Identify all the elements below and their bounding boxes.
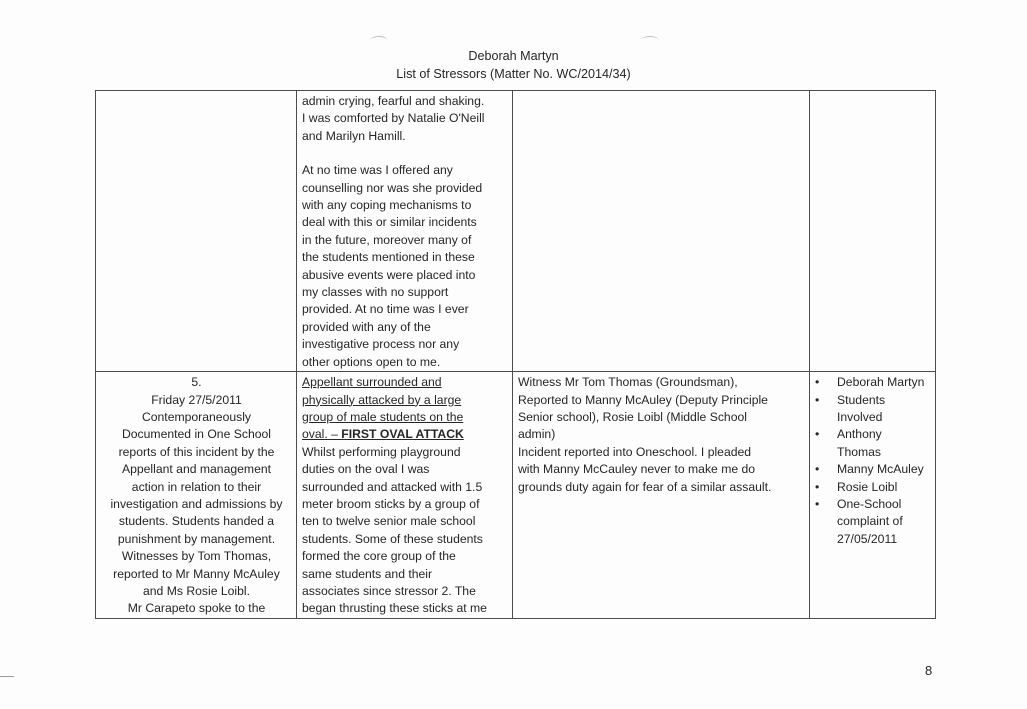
list-item <box>815 426 931 461</box>
incident-heading-line: group of male students on the <box>302 409 464 424</box>
bullet-icon: • <box>815 375 820 390</box>
date-line: Appellant and management <box>121 462 272 477</box>
description-line: abusive events were placed into <box>302 267 476 282</box>
date-line: reported to Mr Manny McAuley <box>113 566 280 581</box>
list-item-text: Involved <box>837 409 883 424</box>
description-line: began thrusting these sticks at me <box>302 601 487 616</box>
cell-description <box>297 372 513 619</box>
parties-list <box>815 374 931 548</box>
date-line: 5. <box>191 375 202 390</box>
cell-date <box>96 91 297 372</box>
incident-heading-bold: FIRST OVAL ATTACK <box>341 427 464 442</box>
date-line: Witnesses by Tom Thomas, <box>121 549 272 564</box>
header-subtitle: List of Stressors (Matter No. WC/2014/34) <box>396 67 631 81</box>
description-line: same students and their <box>302 566 433 581</box>
list-item-text: Students <box>837 392 886 407</box>
list-item <box>815 479 931 496</box>
witness-line: Senior school), Rosie Loibl (Middle School <box>518 409 747 424</box>
description-line: admin crying, fearful and shaking. <box>302 94 485 108</box>
scan-mark <box>370 36 388 45</box>
description-line: other options open to me. <box>302 354 441 369</box>
list-item <box>815 392 931 427</box>
stressors-table <box>95 90 936 619</box>
table-row <box>96 91 936 372</box>
bullet-icon: • <box>815 496 820 511</box>
list-item-text: Rosie Loibl <box>837 479 898 494</box>
description-line: my classes with no support <box>302 285 449 300</box>
table-row <box>96 372 936 619</box>
scan-mark <box>641 36 659 45</box>
date-line: Mr Carapeto spoke to the <box>127 601 266 616</box>
incident-heading-line: Appellant surrounded and <box>302 375 442 390</box>
description-line: and Marilyn Hamill. <box>302 128 406 143</box>
witness-line: with Manny McCauley never to make me do <box>518 462 756 477</box>
description-line: ten to twelve senior male school <box>302 514 476 529</box>
list-item-text: complaint of <box>837 514 903 529</box>
description-line: surrounded and attacked with 1.5 <box>302 479 483 494</box>
list-item <box>815 374 931 391</box>
page-header <box>0 47 1027 83</box>
cell-parties <box>810 91 936 372</box>
witness-line: Incident reported into Oneschool. I pleaded <box>518 444 752 459</box>
description-line: in the future, moreover many of <box>302 232 472 247</box>
cell-date <box>96 372 297 619</box>
header-name: Deborah Martyn <box>468 49 559 63</box>
cell-witnesses <box>513 372 810 619</box>
witness-line: Witness Mr Tom Thomas (Groundsman), <box>518 375 738 390</box>
description-line: associates since stressor 2. The <box>302 583 476 598</box>
cell-parties <box>810 372 936 619</box>
witness-line: Reported to Manny McAuley (Deputy Principle <box>518 392 768 407</box>
cell-witnesses <box>513 91 810 372</box>
incident-heading-title <box>302 426 508 443</box>
description-line: with any coping mechanisms to <box>302 198 472 213</box>
description-line: At no time was I offered any <box>302 163 453 178</box>
date-line: and Ms Rosie Loibl. <box>142 583 251 598</box>
description-line: the students mentioned in these <box>302 250 475 265</box>
witness-line: grounds duty again for fear of a similar assault. <box>518 479 772 494</box>
date-line: investigation and admissions by <box>110 496 283 511</box>
list-item-text: 27/05/2011 <box>837 531 898 546</box>
scan-edge-line <box>0 676 14 677</box>
description-line: counselling nor was she provided <box>302 180 483 195</box>
list-item-text: Manny McAuley <box>837 462 924 477</box>
bullet-icon: • <box>815 427 820 442</box>
bullet-icon: • <box>815 462 820 477</box>
date-line: Friday 27/5/2011 <box>151 392 242 407</box>
description-line: provided. At no time was I ever <box>302 302 469 317</box>
date-line: punishment by management. <box>117 531 276 546</box>
incident-heading-line: physically attacked by a large <box>302 392 462 407</box>
description-line: meter broom sticks by a group of <box>302 496 480 511</box>
witness-line: admin) <box>518 427 556 442</box>
incident-heading-prefix: oval. – <box>302 427 342 442</box>
date-line: Contemporaneously <box>141 409 252 424</box>
cell-description <box>297 91 513 372</box>
date-line: action in relation to their <box>131 479 262 494</box>
list-item-text: Deborah Martyn <box>837 375 925 390</box>
description-line: Whilst performing playground <box>302 444 461 459</box>
date-line: students. Students handed a <box>118 514 275 529</box>
description-line: duties on the oval I was <box>302 462 430 477</box>
list-item-text: Anthony <box>837 427 882 442</box>
list-item <box>815 496 931 548</box>
list-item <box>815 461 931 478</box>
description-line: provided with any of the <box>302 319 431 334</box>
page-number: 8 <box>925 663 933 678</box>
list-item-text: One-School <box>837 496 902 511</box>
bullet-icon: • <box>815 392 820 407</box>
description-line: investigative process nor any <box>302 337 460 352</box>
description-line: students. Some of these students <box>302 531 483 546</box>
description-line: formed the core group of the <box>302 549 456 564</box>
date-line: reports of this incident by the <box>118 444 275 459</box>
bullet-icon: • <box>815 479 820 494</box>
date-line: Documented in One School <box>121 427 272 442</box>
list-item-text: Thomas <box>837 444 882 459</box>
description-line: deal with this or similar incidents <box>302 215 477 230</box>
description-line: I was comforted by Natalie O'Neill <box>302 111 485 126</box>
